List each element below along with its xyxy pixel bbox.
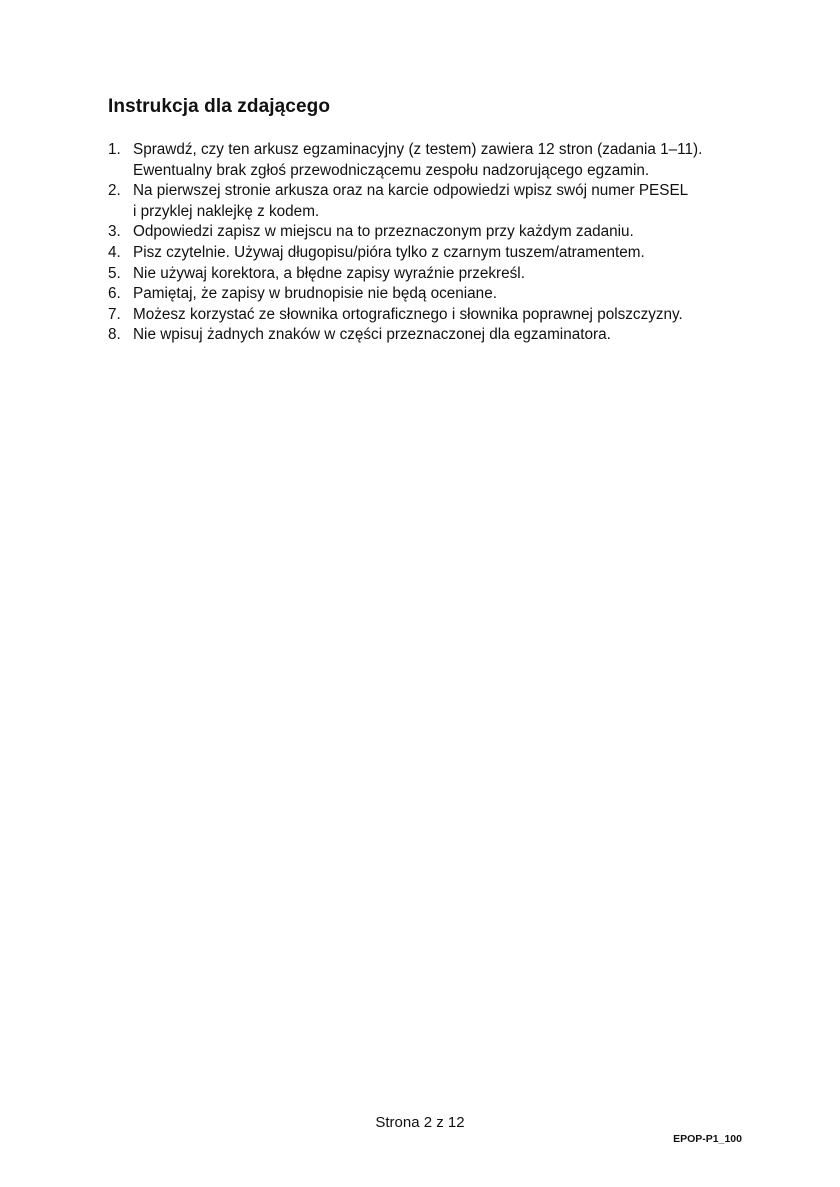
instruction-text: Odpowiedzi zapisz w miejscu na to przeznaczonym przy każdym zadaniu.: [133, 223, 634, 241]
exam-code: EPOP-P1_100: [673, 1133, 742, 1145]
instruction-text: Na pierwszej stronie arkusza oraz na karcie odpowiedzi wpisz swój numer PESEL i przyklej naklejkę z kodem.: [133, 182, 689, 220]
instruction-item: [108, 284, 748, 305]
instruction-item: [108, 325, 748, 346]
page-number: Strona 2 z 12: [375, 1114, 465, 1131]
instruction-number: 4.: [108, 243, 121, 261]
instruction-item: [108, 264, 748, 285]
instruction-number: 3.: [108, 223, 121, 241]
instruction-text: Pisz czytelnie. Używaj długopisu/pióra tylko z czarnym tuszem/atramentem.: [133, 243, 645, 261]
instruction-number: 6.: [108, 285, 121, 303]
instruction-text: Możesz korzystać ze słownika ortograficznego i słownika poprawnej polszczyzny.: [133, 305, 683, 323]
instruction-number: 5.: [108, 264, 121, 282]
instruction-number: 1.: [108, 141, 121, 158]
instruction-item: [108, 181, 748, 222]
instruction-text: Nie używaj korektora, a błędne zapisy wyraźnie przekreśl.: [133, 264, 525, 282]
page-title: Instrukcja dla zdającego: [108, 96, 331, 117]
instruction-item: [108, 243, 748, 264]
instruction-item: [108, 305, 748, 326]
instruction-number: 8.: [108, 326, 121, 344]
instructions-list: [108, 140, 748, 346]
instruction-number: 7.: [108, 305, 121, 323]
instruction-item: [108, 222, 748, 243]
instruction-text: Sprawdź, czy ten arkusz egzaminacyjny (z testem) zawiera 12 stron (zadania 1–11). Ewentualny brak zgłoś przewodniczącemu zespołu nadzorującego egzamin.: [133, 141, 703, 179]
instruction-item: [108, 140, 748, 181]
instruction-number: 2.: [108, 182, 121, 200]
instruction-text: Pamiętaj, że zapisy w brudnopisie nie będą oceniane.: [133, 285, 497, 303]
instruction-text: Nie wpisuj żadnych znaków w części przeznaczonej dla egzaminatora.: [133, 326, 611, 344]
